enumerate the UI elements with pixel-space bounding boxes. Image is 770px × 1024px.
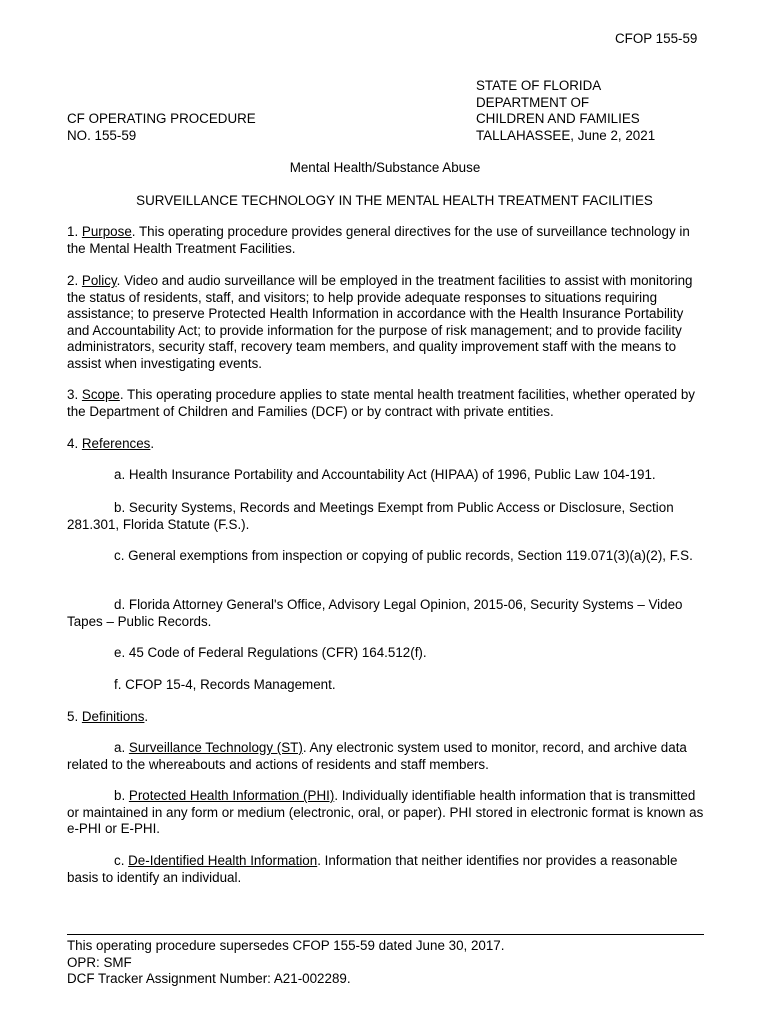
definition-prefix: a.	[114, 740, 129, 755]
reference-item: c. General exemptions from inspection or copying of public records, Section 119.071(3)(a)(2), F.S.	[114, 548, 693, 563]
section-number: 3.	[67, 387, 82, 402]
section-number: 4.	[67, 436, 82, 451]
section-text: . This operating procedure provides general directives for the use of surveillance technology in the Mental Health Treatment Facilities.	[67, 224, 690, 256]
definition-text: . Any electronic system used to monitor, record, and archive data related to the whereabouts and actions of residents and staff members.	[67, 740, 687, 772]
section-policy	[67, 273, 707, 372]
definition-item	[67, 788, 707, 838]
agency-division: CHILDREN AND FAMILIES	[476, 111, 640, 126]
definition-term: De-Identified Health Information	[128, 853, 318, 868]
definition-text: . Individually identifiable health information that is transmitted or maintained in any form or medium (electronic, oral, or paper). PHI stored in electronic format is known as e-PHI or E-PHI.	[67, 788, 704, 836]
agency-location-date: TALLAHASSEE, June 2, 2021	[476, 127, 656, 143]
section-text: . This operating procedure applies to state mental health treatment facilities, whether operated by the Department of Children and Families (DCF) or by contract with private entities.	[67, 387, 695, 419]
section-number: 2.	[67, 273, 82, 288]
section-heading-definitions: Definitions	[81, 709, 145, 724]
agency-department: DEPARTMENT OF	[476, 94, 590, 110]
definition-term: Protected Health Information (PHI)	[128, 788, 335, 803]
agency-state: STATE OF FLORIDA	[476, 78, 602, 93]
section-heading-purpose: Purpose	[81, 224, 132, 239]
reference-item: b. Security Systems, Records and Meetings Exempt from Public Access or Disclosure, Section 281.301, Florida Statute (F.S.).	[67, 500, 674, 532]
section-scope	[67, 387, 707, 420]
section-references	[67, 436, 707, 453]
agency-block	[476, 78, 655, 144]
reference-item: d. Florida Attorney General's Office, Advisory Legal Opinion, 2015-06, Security Systems – Video Tapes – Public Records.	[67, 597, 683, 629]
footer-opr: OPR: SMF	[67, 954, 132, 970]
section-heading-policy: Policy	[81, 273, 117, 288]
section-suffix: .	[144, 709, 149, 724]
definition-item	[67, 853, 707, 886]
section-heading-references: References	[81, 436, 151, 451]
section-number: 1.	[67, 224, 82, 239]
definition-prefix: c.	[114, 853, 129, 868]
section-number: 5.	[67, 709, 82, 724]
section-text: . Video and audio surveillance will be employed in the treatment facilities to assist with monitoring the status of residents, staff, and visitors; to help provide adequate responses to situations requiring assistance; to preserve Protected Health Information in accordance with the Health Insurance Portability and Accountability Act; to provide information for the purpose of risk management; and to provide facility administrators, security staff, recovery team members, and quality improvement staff with the means to assist when investigating events.	[67, 273, 693, 371]
section-purpose	[67, 224, 707, 257]
definition-prefix: b.	[114, 788, 129, 803]
document-number: CFOP 155-59	[615, 31, 698, 46]
procedure-number-line: NO. 155-59	[67, 127, 137, 143]
footer-tracker: DCF Tracker Assignment Number: A21-002289.	[67, 971, 351, 986]
footer-supersedes: This operating procedure supersedes CFOP 155-59 dated June 30, 2017.	[67, 938, 505, 953]
section-heading-scope: Scope	[81, 387, 120, 402]
section-suffix: .	[150, 436, 155, 451]
subject-line: Mental Health/Substance Abuse	[289, 160, 481, 175]
definition-text: . Information that neither identifies nor provides a reasonable basis to identify an individual.	[67, 853, 678, 885]
reference-item: e. 45 Code of Federal Regulations (CFR) 164.512(f).	[114, 645, 427, 660]
section-definitions	[67, 709, 707, 726]
procedure-title-line: CF OPERATING PROCEDURE	[67, 111, 256, 126]
reference-item: f. CFOP 15-4, Records Management.	[114, 677, 336, 692]
definition-term: Surveillance Technology (ST)	[128, 740, 303, 755]
reference-item: a. Health Insurance Portability and Accountability Act (HIPAA) of 1996, Public Law 104-191.	[114, 467, 656, 482]
footer-divider	[67, 934, 704, 935]
definition-item	[67, 740, 707, 773]
document-title: SURVEILLANCE TECHNOLOGY IN THE MENTAL HEALTH TREATMENT FACILITIES	[136, 193, 653, 208]
footer	[67, 938, 504, 988]
procedure-title	[67, 111, 256, 144]
